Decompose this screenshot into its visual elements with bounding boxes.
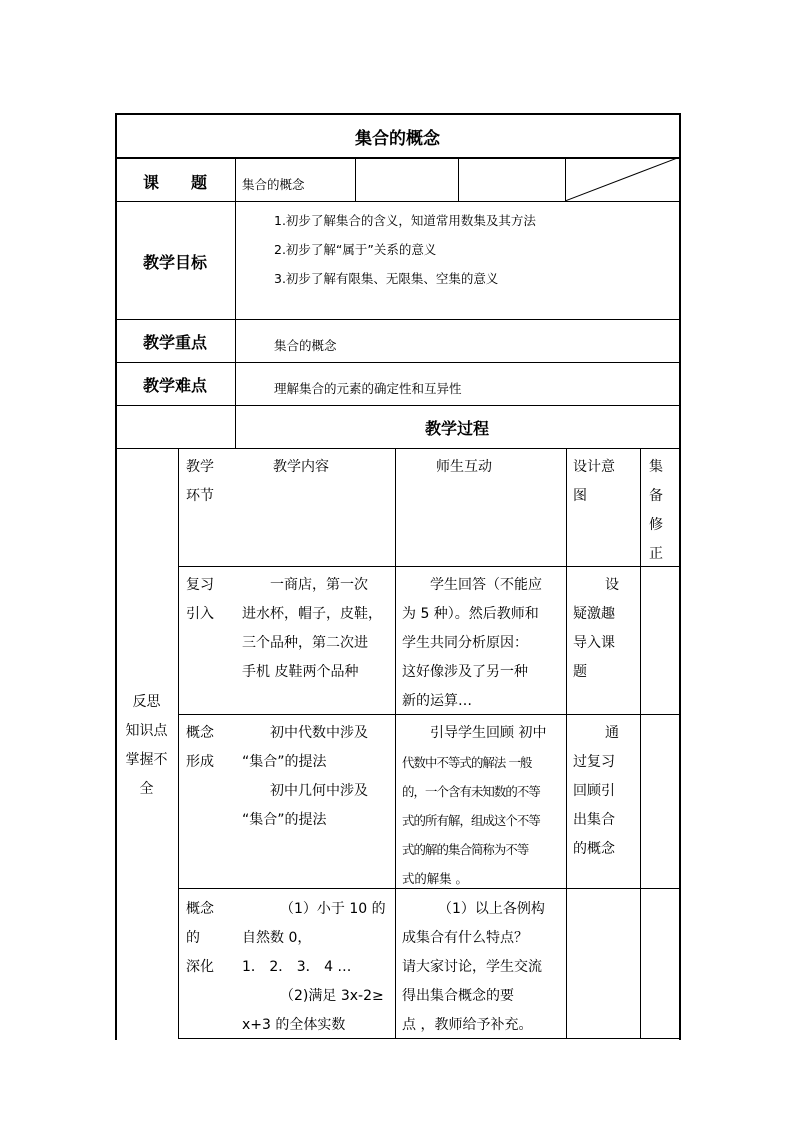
objective-item: 1.初步了解集合的含义，知道常用数集及其方法 [274,213,536,228]
content-cell: 初中代数中涉及 “集合”的提法 初中几何中涉及 “集合”的提法 [242,725,368,828]
stage-cell: 复习 引入 [186,577,214,622]
stage-cell: 概念 的 深化 [186,901,214,975]
objective-item: 3.初步了解有限集、无限集、空集的意义 [274,271,499,286]
header-stage: 教学 环节 [186,459,214,504]
header-interaction: 师生互动 [436,459,492,475]
topic-label: 课 题 [142,173,207,192]
key-point-value: 集合的概念 [274,338,337,353]
objective-item: 2.初步了解“属于”关系的意义 [274,242,437,257]
difficulty-value: 理解集合的元素的确定性和互异性 [274,381,462,396]
interaction-cell: 学生回答（不能应 为 5 种）。然后教师和 学生共同分析原因： 这好像涉及了另一种 新的运算… [402,577,542,709]
difficulty-label: 教学难点 [142,376,207,395]
content-cell: 一商店，第一次 进水杯，帽子，皮鞋， 三个品种，第二次进 手机 皮鞋两个品种 [242,577,382,680]
stage-cell: 概念 形成 [186,725,214,770]
header-collective: 集 备 修 正 [649,459,663,562]
intent-cell: 通 过复习 回顾引 出集合 的概念 [573,725,619,857]
header-intent: 设计意 图 [573,459,615,504]
objectives-list [274,206,536,293]
interaction-cell: （1）以上各例构 成集合有什么特点？ 请大家讨论，学生交流 得出集合概念的要 点 ，教师给予补充。 [402,901,545,1033]
diagonal-line [565,157,680,201]
process-title: 教学过程 [424,419,489,438]
page-title: 集合的概念 [355,129,440,149]
interaction-cell: 引导学生回顾 初中 代数中不等式的解法 一般 的，一个含有未知数的不等 式的所有解，组成这个不等 式的解的集合简称为不等 式的解集 。 [402,725,547,886]
key-point-label: 教学重点 [142,333,207,352]
topic-value: 集合的概念 [242,177,305,192]
intent-cell: 设 疑激趣 导入课 题 [573,577,619,680]
content-cell: （1）小于 10 的 自然数 0， 1． 2． 3． 4 … （2)满足 3x-2≥ x+3 的全体实数 [242,901,386,1033]
reflection-note: 反思 知识点 掌握不 全 [125,694,168,797]
header-content: 教学内容 [273,459,329,475]
objectives-label: 教学目标 [142,253,207,272]
